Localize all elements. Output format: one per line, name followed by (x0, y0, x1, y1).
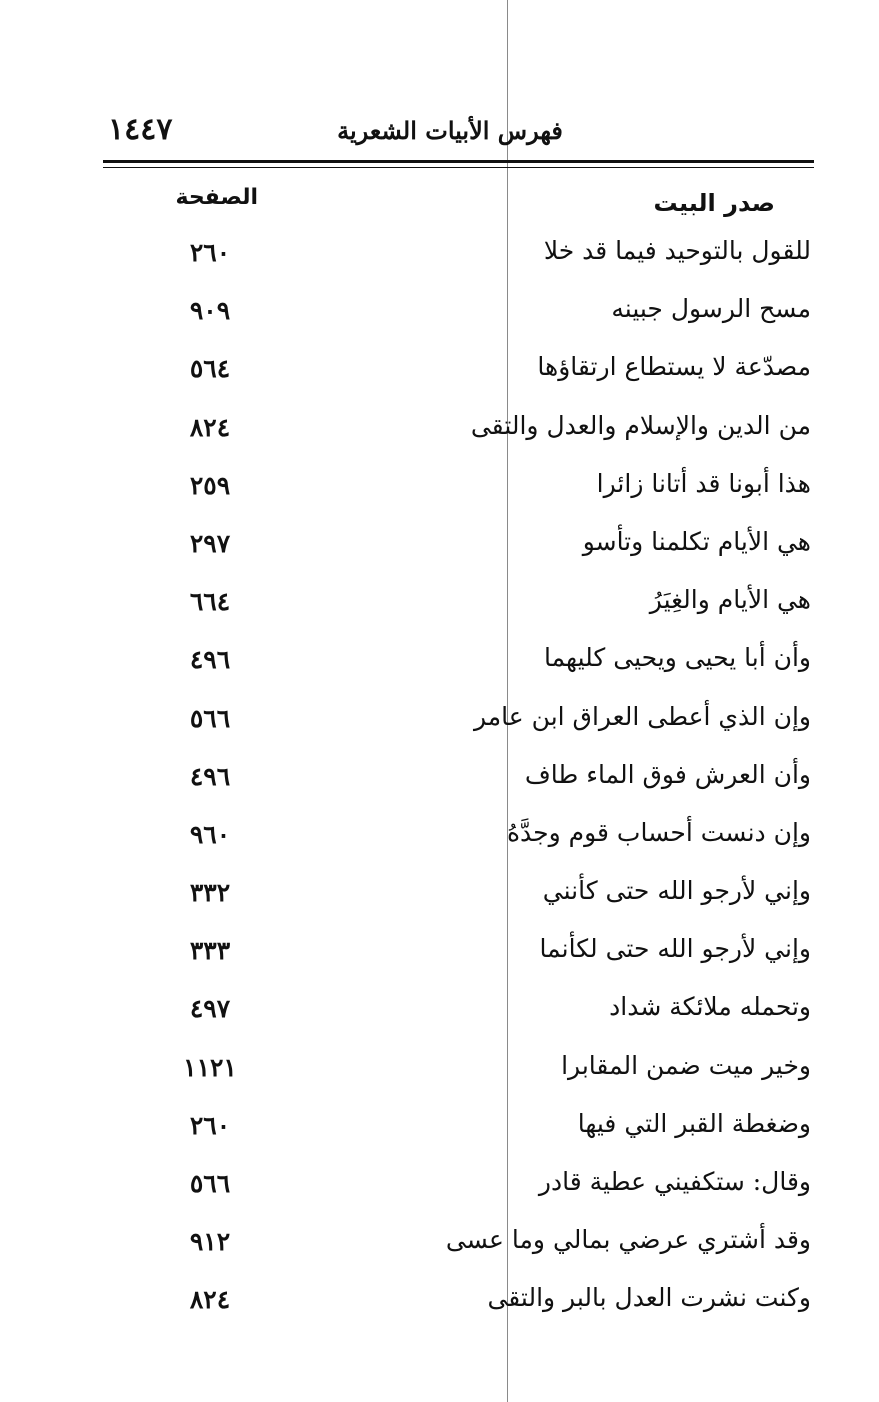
verse-start: وقد أشتري عرضي بمالي وما عسى (445, 1225, 811, 1255)
column-header-page: الصفحة (175, 185, 258, 210)
verse-start: وإني لأرجو الله حتى لكأنما (539, 934, 811, 964)
page-reference: ٦٦٤ (189, 587, 231, 617)
page-reference: ٤٩٦ (189, 645, 231, 675)
column-header-verse: صدر البيت (653, 189, 775, 217)
page-reference: ٣٣٢ (189, 878, 231, 908)
index-row (0, 228, 879, 286)
verse-start: هي الأيام والغِيَرُ (649, 585, 811, 615)
index-row (0, 1043, 879, 1101)
page-reference: ٣٣٣ (189, 936, 231, 966)
page-reference: ٨٢٤ (189, 1285, 231, 1315)
verse-start: وتحمله ملائكة شداد (609, 992, 811, 1022)
verse-start: وأن أبا يحيى ويحيى كليهما (543, 643, 811, 673)
page-reference: ٨٢٤ (189, 412, 231, 442)
page-reference: ٩٦٠ (189, 819, 231, 849)
verse-start: وقال: ستكفيني عطية قادر (538, 1167, 811, 1196)
verse-start: وإن دنست أحساب قوم وجدَّهُ (506, 817, 811, 847)
verse-start: للقول بالتوحيد فيما قد خلا (543, 236, 811, 265)
verse-start: وأن العرش فوق الماء طاف (524, 759, 811, 789)
index-row (0, 984, 879, 1042)
index-row (0, 635, 879, 693)
header-rule-thin (103, 167, 814, 168)
verse-start: وكنت نشرت العدل بالبر والتقى (487, 1283, 811, 1313)
page-reference: ١١٢١ (183, 1052, 237, 1082)
verse-start: مسح الرسول جبينه (611, 294, 811, 324)
index-row (0, 926, 879, 984)
verse-start: هذا أبونا قد أتانا زائرا (596, 468, 811, 498)
page-reference: ٩٠٩ (189, 296, 231, 326)
index-row (0, 461, 879, 519)
verse-start: وضغطة القبر التي فيها (577, 1108, 811, 1138)
index-row (0, 403, 879, 461)
index-row (0, 344, 879, 402)
index-list (0, 228, 879, 1334)
index-row (0, 694, 879, 752)
page-reference: ٩١٢ (189, 1227, 231, 1257)
verse-start: من الدين والإسلام والعدل والتقى (470, 410, 811, 440)
verse-start: مصدّعة لا يستطاع ارتقاؤها (537, 352, 811, 382)
index-row (0, 1217, 879, 1275)
running-title: فهرس الأبيات الشعرية (337, 116, 563, 145)
index-row (0, 519, 879, 577)
page-reference: ٥٦٦ (189, 1169, 231, 1198)
page-reference: ٢٦٠ (189, 238, 231, 267)
page-reference: ٥٦٦ (189, 703, 231, 733)
index-row (0, 286, 879, 344)
index-row (0, 1275, 879, 1333)
index-row (0, 1159, 879, 1217)
index-row (0, 752, 879, 810)
index-row (0, 577, 879, 635)
index-row (0, 810, 879, 868)
verse-start: وخير ميت ضمن المقابرا (561, 1050, 811, 1080)
index-row (0, 868, 879, 926)
header-rule-thick (103, 160, 814, 163)
index-row (0, 1101, 879, 1159)
verse-start: هي الأيام تكلمنا وتأسو (582, 526, 811, 556)
page-reference: ٤٩٧ (189, 994, 231, 1024)
page-reference: ٢٦٠ (189, 1110, 231, 1140)
page-number: ١٤٤٧ (108, 112, 173, 147)
page-reference: ٥٦٤ (189, 354, 231, 384)
page-reference: ٢٩٧ (189, 528, 231, 558)
verse-start: وإن الذي أعطى العراق ابن عامر (474, 701, 811, 731)
page-reference: ٤٩٦ (189, 761, 231, 791)
page-reference: ٢٥٩ (189, 470, 231, 500)
verse-start: وإني لأرجو الله حتى كأنني (542, 876, 811, 906)
